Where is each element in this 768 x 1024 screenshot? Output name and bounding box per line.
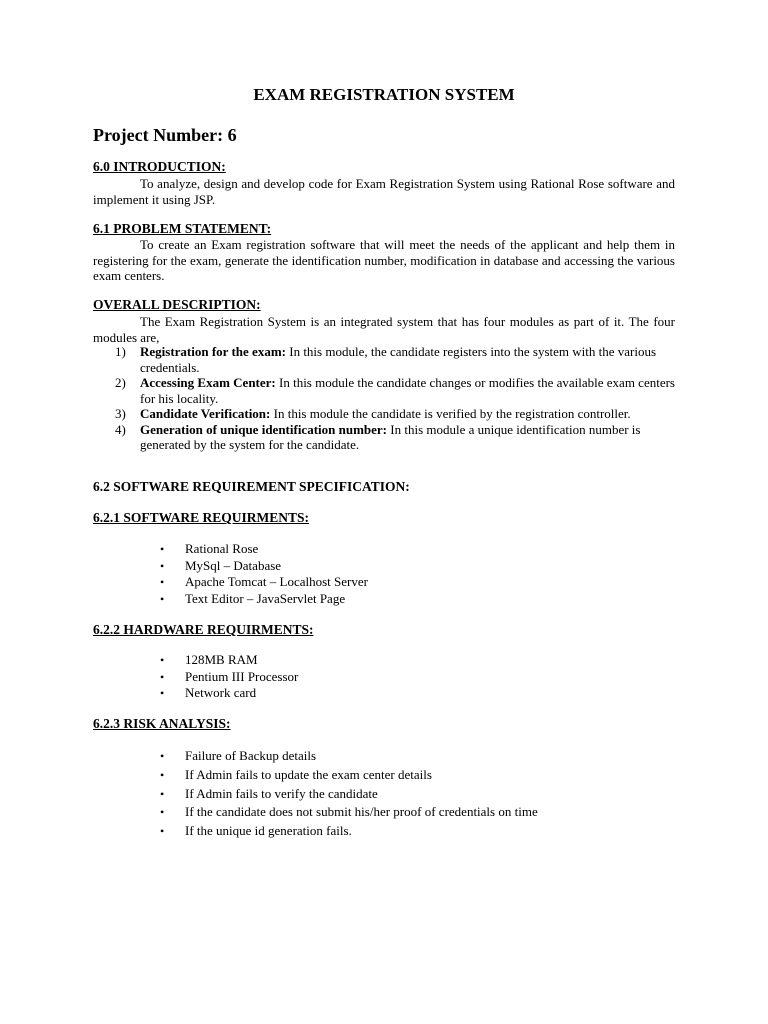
bullet-icon: • — [160, 749, 165, 763]
list-item-text: Apache Tomcat – Localhost Server — [185, 574, 368, 589]
module-number: 2) — [115, 375, 126, 390]
list-item — [160, 785, 538, 804]
risk-analysis-list — [160, 747, 538, 841]
list-item-text: If Admin fails to verify the candidate — [185, 785, 378, 801]
srs-heading: 6.2 SOFTWARE REQUIREMENT SPECIFICATION: — [93, 479, 410, 494]
bullet-icon: • — [160, 805, 165, 820]
bullet-icon: • — [160, 824, 165, 839]
problem-statement-text: To create an Exam registration software that will meet the needs of the applicant and help them in registering for the exam, generate the identification number, modification in database and accessing the various exam centers. — [93, 237, 675, 283]
bullet-icon: • — [160, 575, 165, 589]
list-item-text: If the candidate does not submit his/her proof of credentials on time — [185, 804, 538, 820]
module-title: Generation of unique identification number: — [140, 421, 388, 437]
list-item-text: Text Editor – JavaServlet Page — [185, 590, 346, 606]
list-item — [160, 574, 368, 591]
introduction-text: To analyze, design and develop code for Exam Registration System using Rational Rose software and implement it using JSP. — [93, 176, 675, 207]
risk-analysis-heading: 6.2.3 RISK ANALYSIS: — [93, 716, 231, 731]
list-item — [160, 822, 538, 841]
list-item-text: Pentium III Processor — [185, 668, 299, 684]
list-item — [160, 747, 538, 766]
module-title: Registration for the exam: — [140, 344, 286, 359]
bullet-icon: • — [160, 542, 165, 556]
problem-statement-paragraph — [93, 237, 675, 284]
hardware-requirements-list — [160, 652, 298, 702]
document-title: EXAM REGISTRATION SYSTEM — [253, 85, 515, 104]
module-item — [93, 422, 683, 453]
module-description: In this module a unique identification number is generated by the system for the candidate. — [140, 421, 641, 452]
list-item-text: If the unique id generation fails. — [185, 823, 352, 839]
bullet-icon: • — [160, 653, 165, 667]
project-number: Project Number: 6 — [93, 125, 237, 145]
module-number: 3) — [115, 406, 126, 421]
bullet-icon: • — [160, 558, 165, 573]
bullet-icon: • — [160, 669, 165, 684]
module-title: Candidate Verification: — [140, 406, 271, 421]
list-item — [160, 669, 298, 686]
list-item-text: Rational Rose — [185, 541, 259, 556]
module-item — [93, 375, 683, 406]
list-item-text: Failure of Backup details — [185, 748, 317, 763]
list-item-text: Network card — [185, 685, 257, 700]
module-description: In this module, the candidate registers into the system with the various credentials. — [140, 344, 657, 375]
list-item — [160, 685, 298, 702]
list-item — [160, 803, 538, 822]
list-item — [160, 766, 538, 785]
module-description: In this module the candidate is verified by the registration controller. — [270, 406, 631, 421]
module-description: In this module the candidate changes or modifies the available exam centers for his locality. — [140, 375, 675, 406]
list-item-text: 128MB RAM — [185, 652, 258, 667]
bullet-icon: • — [160, 686, 165, 700]
module-list — [93, 344, 683, 453]
module-item — [93, 344, 683, 375]
overall-description-paragraph — [93, 314, 675, 345]
list-item-text: MySql – Database — [185, 557, 282, 573]
software-requirements-heading: 6.2.1 SOFTWARE REQUIRMENTS: — [93, 510, 310, 525]
module-item — [93, 406, 683, 422]
software-requirements-list — [160, 541, 368, 607]
module-title: Accessing Exam Center: — [140, 375, 276, 390]
module-number: 4) — [115, 421, 126, 437]
introduction-heading: 6.0 INTRODUCTION: — [93, 159, 226, 174]
bullet-icon: • — [160, 767, 165, 782]
hardware-requirements-heading: 6.2.2 HARDWARE REQUIRMENTS: — [93, 622, 314, 637]
bullet-icon: • — [160, 786, 165, 801]
list-item-text: If Admin fails to update the exam center details — [185, 766, 432, 782]
overall-description-heading: OVERALL DESCRIPTION: — [93, 297, 261, 312]
list-item — [160, 541, 368, 558]
module-number: 1) — [115, 344, 126, 359]
introduction-paragraph — [93, 176, 675, 207]
problem-statement-heading: 6.1 PROBLEM STATEMENT: — [93, 221, 272, 236]
list-item — [160, 558, 368, 575]
list-item — [160, 591, 368, 608]
list-item — [160, 652, 298, 669]
bullet-icon: • — [160, 591, 165, 606]
overall-description-text: The Exam Registration System is an integrated system that has four modules as part of it. The four modules are, — [93, 314, 675, 345]
